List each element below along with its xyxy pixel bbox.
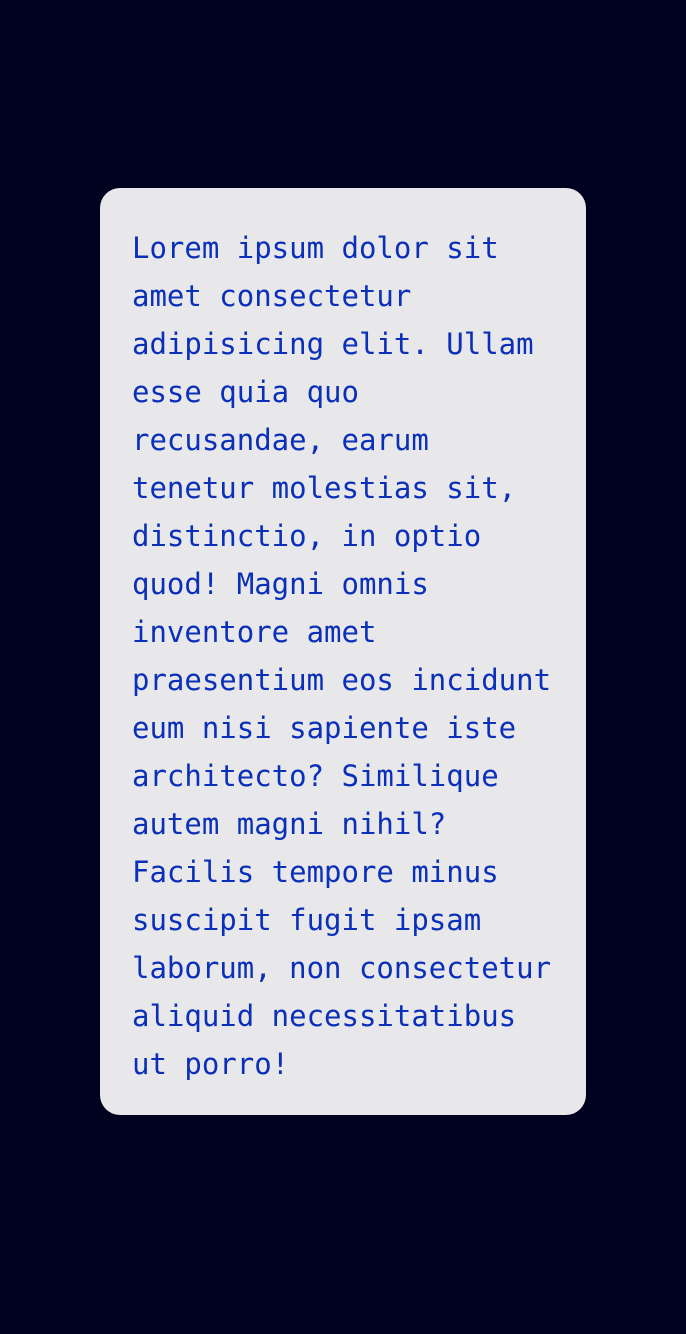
card-body-text: Lorem ipsum dolor sit amet consectetur adipisicing elit. Ullam esse quia quo recusandae, earum tenetur molestias sit, distinctio, in optio quod! Magni omnis inventore amet praesentium eos incidunt eum nisi sapiente iste architecto? Similique autem magni nihil? Facilis tempore minus suscipit fugit ipsam laborum, non consectetur aliquid necessitatibus ut porro! [132,231,552,1081]
text-card [100,188,586,1115]
